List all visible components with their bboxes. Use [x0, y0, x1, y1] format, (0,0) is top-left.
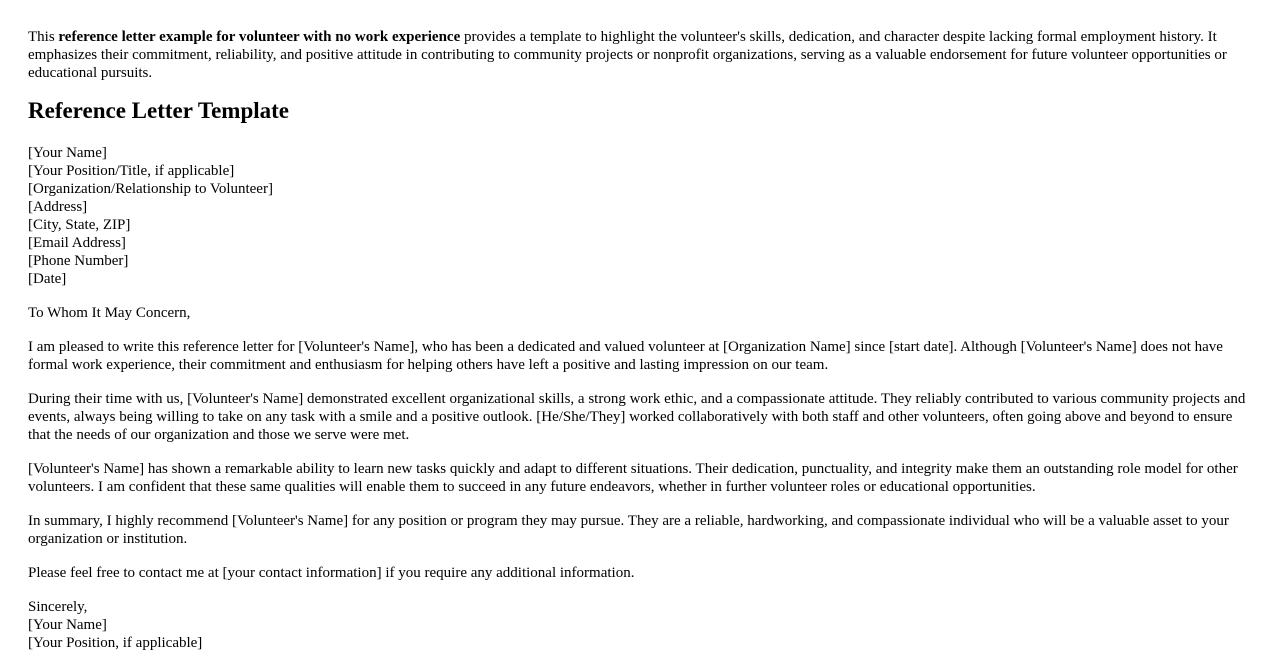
intro-bold-phrase: reference letter example for volunteer with no work experience [58, 29, 461, 45]
body-paragraph-4: In summary, I highly recommend [Volunteer's Name] for any position or program they may pursue. They are a reliable, hardworking, and compassionate individual who will be a valuable asset to your organization or institution. [28, 513, 1229, 547]
intro-prefix: This [28, 29, 59, 45]
body-paragraph-1: I am pleased to write this reference letter for [Volunteer's Name], who has been a dedicated and valued volunteer at [Organization Name] since [start date]. Although [Volunteer's Name] does not have formal work experience, their commitment and enthusiasm for helping others have left a positive and lasting impression on our team. [28, 339, 1223, 373]
sender-city-state-zip: [City, State, ZIP] [28, 217, 131, 233]
salutation: To Whom It May Concern, [28, 305, 191, 321]
closing-position: [Your Position, if applicable] [28, 635, 203, 650]
body-paragraph-2: During their time with us, [Volunteer's Name] demonstrated excellent organizational skills, a strong work ethic, and a compassionate attitude. They reliably contributed to various community projects and events, always being willing to take on any task with a smile and a positive outlook. [He/She/They] worked collaboratively with both staff and other volunteers, often going above and beyond to ensure that the needs of our organization and those we serve were met. [28, 391, 1246, 443]
closing-block [28, 598, 1250, 650]
body-paragraph-5: Please feel free to contact me at [your contact information] if you require any additional information. [28, 565, 635, 581]
letter-date: [Date] [28, 271, 67, 287]
sender-address: [Address] [28, 199, 88, 215]
page-title: Reference Letter Template [28, 98, 289, 123]
intro-suffix: provides a template to highlight the volunteer's skills, dedication, and character despite lacking formal employment history. It emphasizes their commitment, reliability, and positive attitude in contributing to community projects or nonprofit organizations, serving as a valuable endorsement for future volunteer opportunities or educational pursuits. [28, 29, 1227, 81]
sender-email: [Email Address] [28, 235, 126, 251]
intro-paragraph [28, 28, 1250, 82]
sender-phone: [Phone Number] [28, 253, 129, 269]
sender-block [28, 144, 1250, 288]
closing-sign-off: Sincerely, [28, 599, 88, 615]
sender-organization: [Organization/Relationship to Volunteer] [28, 181, 273, 197]
body-paragraph-3: [Volunteer's Name] has shown a remarkable ability to learn new tasks quickly and adapt to different situations. Their dedication, punctuality, and integrity make them an outstanding role model for other volunteers. I am confident that these same qualities will enable them to succeed in any future endeavors, whether in further volunteer roles or educational opportunities. [28, 461, 1238, 495]
sender-position: [Your Position/Title, if applicable] [28, 163, 235, 179]
sender-name: [Your Name] [28, 145, 107, 161]
closing-name: [Your Name] [28, 617, 107, 633]
